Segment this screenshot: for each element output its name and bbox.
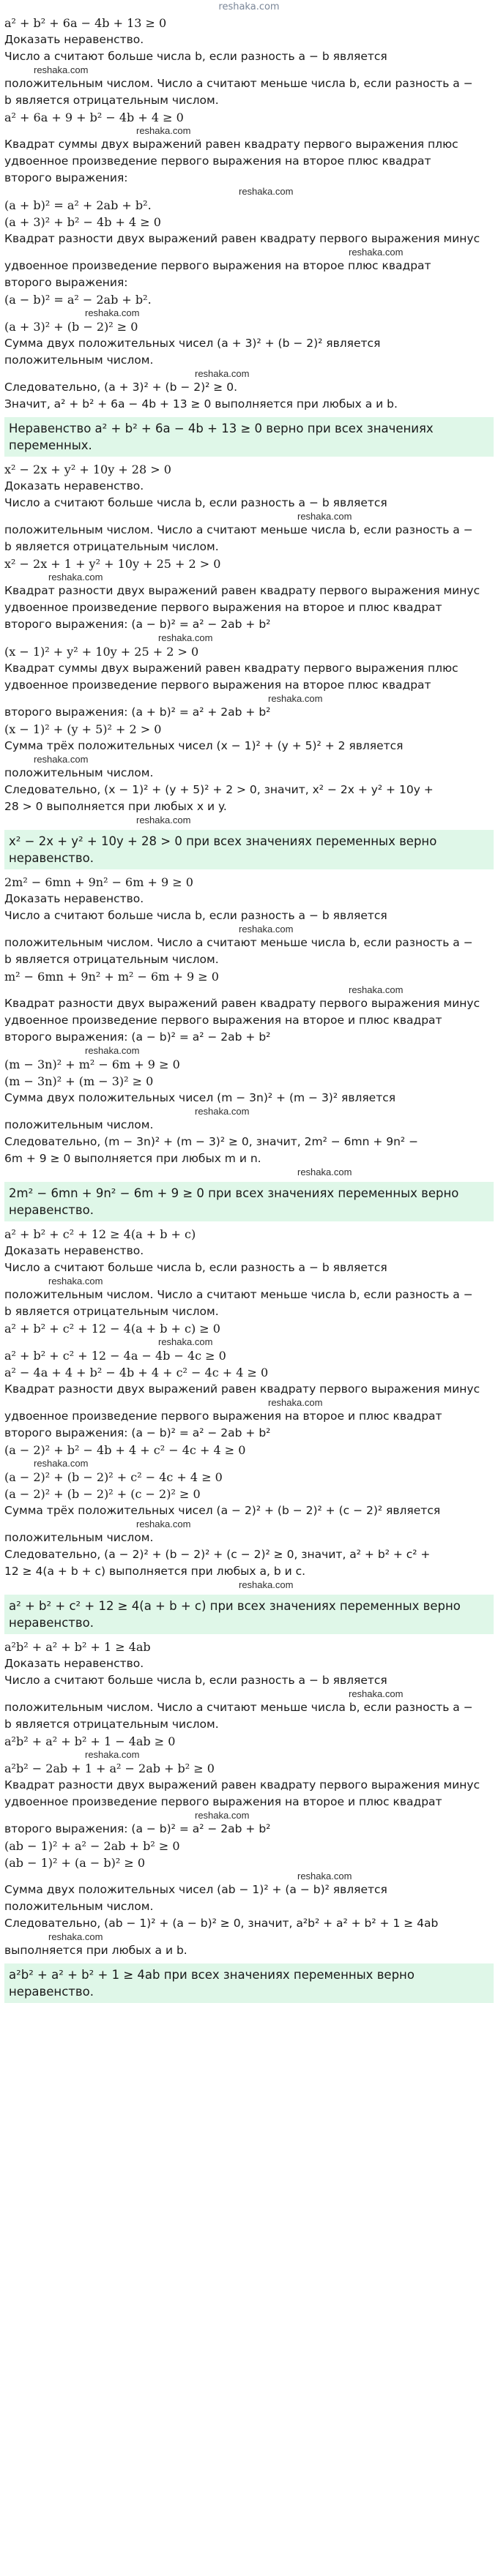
text-line: Следовательно, (ab − 1)² + (a − b)² ≥ 0, значит, a²b² + a² + b² + 1 ≥ 4ab xyxy=(4,1917,439,1930)
formula-line: a² − 4a + 4 + b² − 4b + 4 + c² − 4c + 4 ≥ 0 xyxy=(4,1366,269,1379)
text-line: Квадрат суммы двух выражений равен квадрату первого выражения плюс xyxy=(4,662,458,675)
watermark xyxy=(4,1750,494,1760)
text-line: b является отрицательным числом. xyxy=(4,1305,219,1318)
formula-line: a² + b² + c² + 12 − 4a − 4b − 4c ≥ 0 xyxy=(4,1349,226,1363)
watermark-text: reshaka.com xyxy=(48,572,103,583)
formula-line: (a − 2)² + (b − 2)² + (c − 2)² ≥ 0 xyxy=(4,1487,201,1501)
watermark-text: reshaka.com xyxy=(48,1276,103,1287)
formula-line: (x − 1)² + (y + 5)² + 2 > 0 xyxy=(4,722,162,736)
watermark xyxy=(4,1519,494,1530)
watermark-text: reshaka.com xyxy=(297,1167,352,1177)
text-line: Квадрат разности двух выражений равен квадрату первого выражения минус xyxy=(4,997,480,1010)
text-line: Значит, a² + b² + 6a − 4b + 13 ≥ 0 выполняется при любых a и b. xyxy=(4,397,398,411)
watermark xyxy=(4,247,494,258)
text-line: удвоенное произведение первого выражения на второе плюс квадрат xyxy=(4,154,431,168)
formula-line: a²b² + a² + b² + 1 − 4ab ≥ 0 xyxy=(4,1734,176,1748)
watermark xyxy=(4,985,494,995)
text-line: 28 > 0 выполняется при любых x и y. xyxy=(4,800,227,813)
text-line: Квадрат разности двух выражений равен квадрату первого выражения минус xyxy=(4,584,480,597)
text-line: удвоенное произведение первого выражения на второе и плюс квадрат xyxy=(4,1795,442,1808)
text-line: Доказать неравенство. xyxy=(4,892,144,905)
watermark xyxy=(4,512,494,522)
text-line: Число a считают больше числа b, если разность a − b является xyxy=(4,1674,387,1687)
text-line: положительным числом. Число a считают меньше числа b, если разность a − xyxy=(4,1288,473,1301)
formula-line: (a − b)² = a² − 2ab + b². xyxy=(4,293,152,307)
watermark xyxy=(4,1398,494,1408)
text-line: Сумма двух положительных чисел (m − 3n)² + (m − 3)² является xyxy=(4,1091,396,1104)
text-line: выполняется при любых a и b. xyxy=(4,1944,187,1957)
text-line: Следовательно, (a − 2)² + (b − 2)² + (c − 2)² ≥ 0, значит, a² + b² + c² + xyxy=(4,1548,431,1561)
text-line: положительным числом. Число a считают меньше числа b, если разность a − xyxy=(4,523,473,536)
solution-content xyxy=(0,15,498,2003)
text-line: Следовательно, (x − 1)² + (y + 5)² + 2 > 0, значит, x² − 2x + y² + 10y + xyxy=(4,783,434,796)
text-line: второго выражения: xyxy=(4,276,128,289)
watermark-text: reshaka.com xyxy=(34,64,89,75)
text-line: Доказать неравенство. xyxy=(4,1244,144,1257)
conclusion-highlight: x² − 2x + y² + 10y + 28 > 0 при всех значениях переменных верно неравенство. xyxy=(4,830,494,869)
formula-line: (a − 2)² + b² − 4b + 4 + c² − 4c + 4 ≥ 0 xyxy=(4,1443,246,1457)
formula-line: (a − 2)² + (b − 2)² + c² − 4c + 4 ≥ 0 xyxy=(4,1470,223,1484)
text-line: положительным числом. xyxy=(4,1900,154,1913)
watermark-text: reshaka.com xyxy=(158,1336,213,1347)
watermark xyxy=(4,1689,494,1699)
text-line: Число a считают больше числа b, если разность a − b является xyxy=(4,496,387,509)
watermark xyxy=(4,1811,494,1821)
text-line: удвоенное произведение первого выражения на второе и плюс квадрат xyxy=(4,1014,442,1027)
watermark-text: reshaka.com xyxy=(195,1106,250,1117)
problem-block xyxy=(4,1639,494,2003)
conclusion-highlight: a² + b² + c² + 12 ≥ 4(a + b + c) при всех значениях переменных верно неравенство. xyxy=(4,1595,494,1634)
text-line: Сумма двух положительных чисел (ab − 1)² + (a − b)² является xyxy=(4,1883,387,1896)
text-line: b является отрицательным числом. xyxy=(4,94,219,107)
text-line: второго выражения: (a − b)² = a² − 2ab + b² xyxy=(4,1426,271,1439)
formula-line: a² + b² + c² + 12 ≥ 4(a + b + c) xyxy=(4,1227,196,1241)
watermark xyxy=(4,1932,494,1942)
site-header[interactable]: reshaka.com xyxy=(218,1,280,12)
formula-line: (m − 3n)² + (m − 3)² ≥ 0 xyxy=(4,1074,154,1088)
watermark xyxy=(4,1871,494,1882)
text-line: Доказать неравенство. xyxy=(4,479,144,493)
watermark-text: reshaka.com xyxy=(239,186,294,197)
formula-line: x² − 2x + y² + 10y + 28 > 0 xyxy=(4,463,171,476)
text-line: Число a считают больше числа b, если разность a − b является xyxy=(4,909,387,922)
text-line: удвоенное произведение первого выражения на второе плюс квадрат xyxy=(4,259,431,272)
text-line: Следовательно, (a + 3)² + (b − 2)² ≥ 0. xyxy=(4,381,238,394)
formula-line: 2m² − 6mn + 9n² − 6m + 9 ≥ 0 xyxy=(4,875,193,889)
text-line: Квадрат разности двух выражений равен квадрату первого выражения минус xyxy=(4,232,480,245)
text-line: Доказать неравенство. xyxy=(4,33,144,46)
text-line: b является отрицательным числом. xyxy=(4,1718,219,1731)
watermark-text: reshaka.com xyxy=(158,632,213,643)
watermark-text: reshaka.com xyxy=(239,1579,294,1590)
formula-line: a² + b² + 6a − 4b + 13 ≥ 0 xyxy=(4,16,167,30)
text-line: второго выражения: xyxy=(4,171,128,184)
text-line: 12 ≥ 4(a + b + c) выполняется при любых a, b и c. xyxy=(4,1565,306,1578)
text-line: Квадрат разности двух выражений равен квадрату первого выражения минус xyxy=(4,1382,480,1396)
text-line: Следовательно, (m − 3n)² + (m − 3)² ≥ 0, значит, 2m² − 6mn + 9n² − xyxy=(4,1135,419,1148)
watermark-text: reshaka.com xyxy=(195,1810,250,1821)
formula-line: a² + 6a + 9 + b² − 4b + 4 ≥ 0 xyxy=(4,111,184,124)
text-line: второго выражения: (a − b)² = a² − 2ab + b² xyxy=(4,618,271,631)
text-line: 6m + 9 ≥ 0 выполняется при любых m и n. xyxy=(4,1152,261,1165)
text-line: Число a считают больше числа b, если разность a − b является xyxy=(4,1261,387,1274)
text-line: положительным числом. xyxy=(4,353,154,367)
watermark-text: reshaka.com xyxy=(34,1458,89,1469)
watermark-text: reshaka.com xyxy=(268,1397,323,1408)
text-line: удвоенное произведение первого выражения на второе и плюс квадрат xyxy=(4,601,442,614)
watermark xyxy=(4,126,494,136)
formula-line: (x − 1)² + y² + 10y + 25 + 2 > 0 xyxy=(4,645,199,659)
text-line: второго выражения: (a − b)² = a² − 2ab + b² xyxy=(4,1822,271,1835)
watermark-text: reshaka.com xyxy=(85,307,140,318)
text-line: Доказать неравенство. xyxy=(4,1657,144,1670)
formula-line: (a + 3)² + (b − 2)² ≥ 0 xyxy=(4,320,138,334)
watermark-text: reshaka.com xyxy=(136,815,191,825)
text-line: второго выражения: (a − b)² = a² − 2ab + b² xyxy=(4,1030,271,1044)
watermark-text: reshaka.com xyxy=(349,247,404,258)
watermark-text: reshaka.com xyxy=(239,924,294,935)
text-line: положительным числом. xyxy=(4,1531,154,1544)
watermark-text: reshaka.com xyxy=(136,125,191,136)
watermark xyxy=(4,1046,494,1056)
watermark-text: reshaka.com xyxy=(268,693,323,704)
text-line: положительным числом. Число a считают меньше числа b, если разность a − xyxy=(4,77,473,90)
text-line: b является отрицательным числом. xyxy=(4,540,219,553)
watermark xyxy=(4,694,494,704)
watermark xyxy=(4,187,494,197)
text-line: удвоенное произведение первого выражения на второе плюс квадрат xyxy=(4,678,431,692)
watermark-text: reshaka.com xyxy=(34,754,89,765)
formula-line: (ab − 1)² + (a − b)² ≥ 0 xyxy=(4,1856,146,1870)
watermark-text: reshaka.com xyxy=(349,1688,404,1699)
formula-line: (m − 3n)² + m² − 6m + 9 ≥ 0 xyxy=(4,1057,180,1071)
text-line: b является отрицательным числом. xyxy=(4,953,219,966)
formula-line: (a + 3)² + b² − 4b + 4 ≥ 0 xyxy=(4,215,161,229)
text-line: удвоенное произведение первого выражения на второе и плюс квадрат xyxy=(4,1409,442,1423)
watermark xyxy=(4,1337,494,1347)
conclusion-highlight: 2m² − 6mn + 9n² − 6m + 9 ≥ 0 при всех значениях переменных верно неравенство. xyxy=(4,1182,494,1221)
watermark-text: reshaka.com xyxy=(297,511,352,522)
text-line: положительным числом. xyxy=(4,766,154,779)
formula-line: x² − 2x + 1 + y² + 10y + 25 + 2 > 0 xyxy=(4,557,221,571)
text-line: положительным числом. Число a считают меньше числа b, если разность a − xyxy=(4,936,473,949)
text-line: Число a считают больше числа b, если разность a − b является xyxy=(4,50,387,63)
watermark-text: reshaka.com xyxy=(85,1749,140,1760)
formula-line: a²b² − 2ab + 1 + a² − 2ab + b² ≥ 0 xyxy=(4,1761,215,1775)
conclusion-highlight: a²b² + a² + b² + 1 ≥ 4ab при всех значениях переменных верно неравенство. xyxy=(4,1963,494,2003)
formula-line: a²b² + a² + b² + 1 ≥ 4ab xyxy=(4,1640,151,1654)
watermark xyxy=(4,633,494,643)
watermark-text: reshaka.com xyxy=(297,1871,352,1882)
watermark xyxy=(4,308,494,318)
text-line: Квадрат суммы двух выражений равен квадрату первого выражения плюс xyxy=(4,138,458,151)
problem-block xyxy=(4,461,494,869)
watermark xyxy=(4,1167,494,1177)
watermark-text: reshaka.com xyxy=(136,1519,191,1530)
watermark xyxy=(4,65,494,75)
watermark-text: reshaka.com xyxy=(195,368,250,379)
text-line: Сумма трёх положительных чисел (x − 1)² + (y + 5)² + 2 является xyxy=(4,739,404,752)
watermark xyxy=(4,815,494,825)
watermark xyxy=(4,369,494,379)
text-line: Сумма двух положительных чисел (a + 3)² + (b − 2)² является xyxy=(4,337,381,350)
watermark-text: reshaka.com xyxy=(48,1931,103,1942)
problem-block xyxy=(4,1226,494,1634)
watermark-text: reshaka.com xyxy=(349,984,404,995)
text-line: второго выражения: (a + b)² = a² + 2ab + b² xyxy=(4,705,271,719)
watermark xyxy=(4,1276,494,1287)
watermark xyxy=(4,1459,494,1469)
watermark xyxy=(4,1580,494,1590)
watermark xyxy=(4,1107,494,1117)
problem-block xyxy=(4,15,494,457)
text-line: Квадрат разности двух выражений равен квадрату первого выражения минус xyxy=(4,1778,480,1791)
watermark xyxy=(4,755,494,765)
formula-line: (a + b)² = a² + 2ab + b². xyxy=(4,198,152,212)
text-line: положительным числом. xyxy=(4,1118,154,1131)
formula-line: m² − 6mn + 9n² + m² − 6m + 9 ≥ 0 xyxy=(4,970,219,984)
text-line: Сумма трёх положительных чисел (a − 2)² + (b − 2)² + (c − 2)² является xyxy=(4,1504,441,1517)
problem-block xyxy=(4,874,494,1221)
watermark xyxy=(4,924,494,935)
watermark xyxy=(4,572,494,583)
formula-line: a² + b² + c² + 12 − 4(a + b + c) ≥ 0 xyxy=(4,1322,220,1336)
text-line: положительным числом. Число a считают меньше числа b, если разность a − xyxy=(4,1701,473,1714)
watermark-text: reshaka.com xyxy=(85,1045,140,1056)
formula-line: (ab − 1)² + a² − 2ab + b² ≥ 0 xyxy=(4,1839,180,1853)
conclusion-highlight: Неравенство a² + b² + 6a − 4b + 13 ≥ 0 верно при всех значениях переменных. xyxy=(4,417,494,457)
